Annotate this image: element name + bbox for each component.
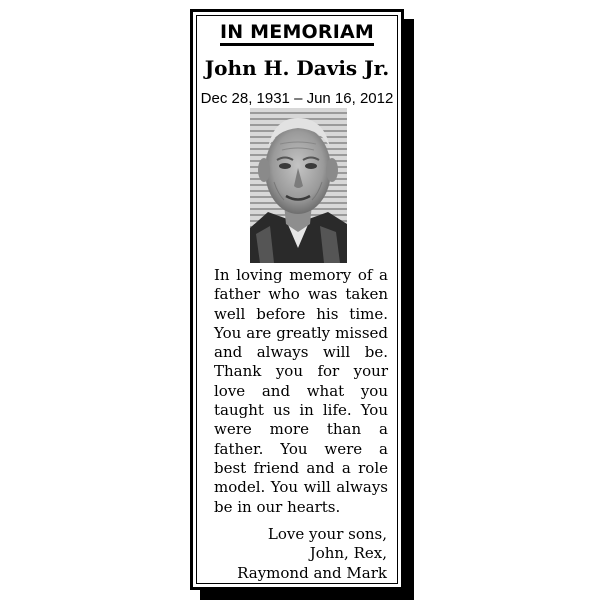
signoff [237,525,387,583]
memorial-message-text: In loving memory of a father who was taken well before his time. You are greatly missed and always will be. Thank you for your love and what you taught us in life. You were more than a father. You were a best friend and a role model. You will always be in our hearts. [214,266,388,516]
memorial-notice [190,9,404,590]
notice-header [193,21,401,43]
life-dates: Dec 28, 1931 – Jun 16, 2012 [200,90,394,107]
portrait-photo [250,108,347,263]
signoff-line-3: Raymond and Mark [237,563,387,582]
portrait-photo-icon [250,108,347,263]
deceased-name: John H. Davis Jr. [204,56,390,80]
notice-header-text: IN MEMORIAM [220,21,374,46]
memorial-message [214,266,388,517]
signoff-line-1: Love your sons, [267,525,387,543]
signoff-line-2: John, Rex, [309,544,387,563]
